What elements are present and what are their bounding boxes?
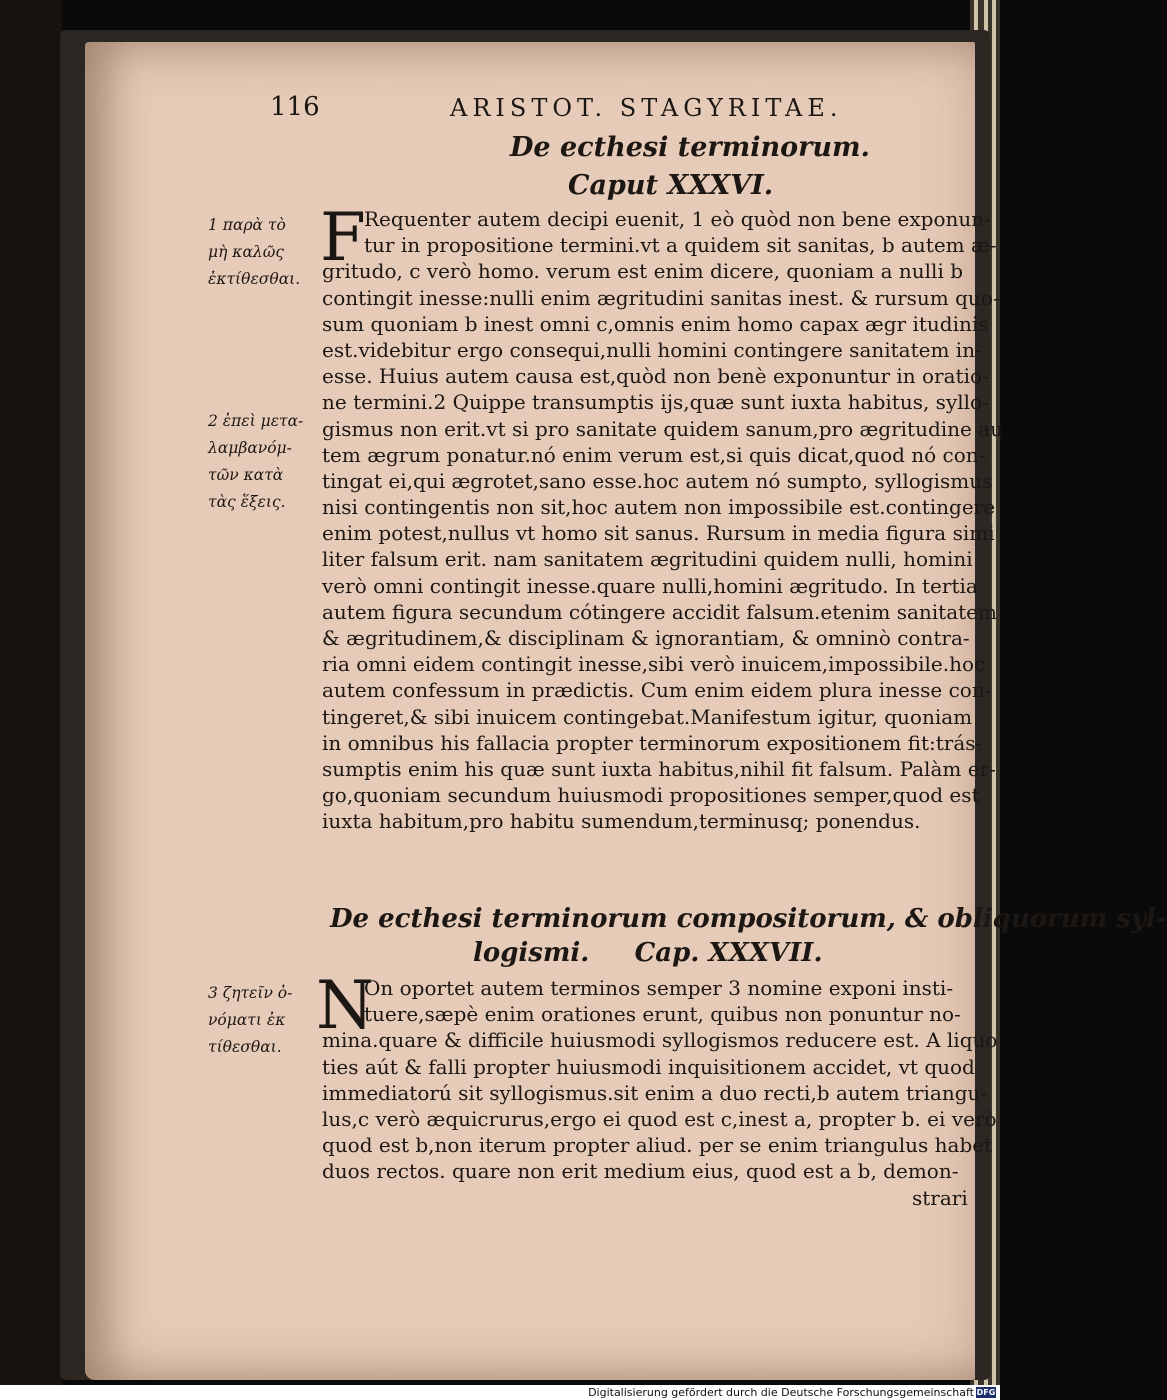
chapter-37-text: On oportet autem terminos semper 3 nomine exponi insti- tuere,sæpè enim orationes erunt, quibus non ponuntur no- mina.quare & difficile huiusmodi syllogismos reducere est. A liquo ties aút & falli propter huiusmodi inquisitionem accidet, vt quod immediatorú sit syllogismus.sit enim a duo recti,b autem triangu- lus,c verò æquicrurus,ergo ei quod est c,inest a, propter b. ei verò quod est b,non iterum propter aliud. per se enim triangulus habet duos rectos. quare non erit medium eius, quod est a b, demon- strari (322, 976, 998, 1210)
chapter-37-number: logismi. Cap. XXXVII. (473, 938, 823, 968)
digitization-footer (0, 1385, 1000, 1400)
chapter-36-text: Requenter autem decipi euenit, 1 eò quòd non bene exponun- tur in propositione termini.vt a quidem sit sanitas, b autem æ- gritudo, c verò homo. verum est enim dicere, quoniam a nulli b contingit inesse:nulli enim ægritudini sanitas inest. & rursum quo- sum quoniam b inest omni c,omnis enim homo capax ægr itudinis est.videbitur ergo consequi,nulli homini contingere sanitatem in- esse. Huius autem causa est,quòd non benè exponuntur in oratio- ne termini.2 Quippe transumptis ijs,quæ sunt iuxta habitus, syllo- gismus non erit.vt si pro sanitate quidem sanum,pro ægritudine au tem ægrum ponatur.nó enim verum est,si quis dicat,quod nó con- tingat ei,qui ægrotet,sano esse.hoc autem nó sumpto, syllogismus nisi contingentis non sit,hoc autem non impossibile est.contingere enim potest,nullus vt homo sit sanus. Rursum in media figura simi liter falsum erit. nam sanitatem ægritudini quidem nulli, homini verò omni contingit inesse.quare nulli,homini ægritudo. In tertia autem figura secundum cótingere accidit falsum.etenim sanitatem & ægritudinem,& disciplinam & ignorantiam, & omninò contra- ria omni eidem contingit inesse,sibi verò inuicem,impossibile.hoc autem confessum in prædictis. Cum enim eidem plura inesse con- tingeret,& sibi inuicem contingebat.Manifestum igitur, quoniam in omnibus his fallacia propter terminorum expositionem fit:trás- sumptis enim his quæ sunt iuxta habitus,nihil fit falsum. Palàm er- go,quoniam secundum huiusmodi propositiones semper,quod est iuxta habitum,pro habitu sumendum,terminusq; ponendus. (322, 207, 1004, 834)
chapter-37-title: De ecthesi terminorum compositorum, & obliquorum syl- (330, 904, 1167, 934)
drop-cap-n: N (316, 967, 374, 1044)
margin-note-3: 3 ζητεῖν ὀ- νόματι ἐκ τίθεσθαι. (208, 984, 293, 1056)
scan-background-left (0, 0, 62, 1400)
running-title: ARISTOT. STAGYRITAE. (450, 94, 843, 122)
chapter-36-number: Caput XXXVI. (568, 170, 774, 201)
margin-note-1: 1 παρὰ τὸ μὴ καλῶς ἐκτίθεσθαι. (208, 216, 301, 288)
dfg-logo-icon: DFG (976, 1388, 996, 1397)
page-number: 116 (270, 92, 320, 122)
footer-credit: Digitalisierung gefördert durch die Deutsche Forschungsgemeinschaft (588, 1386, 974, 1399)
chapter-36-title: De ecthesi terminorum. (510, 132, 870, 163)
running-head (0, 92, 1000, 128)
margin-note-2: 2 ἐπεὶ μετα- λαμβανόμ- τῶν κατὰ τὰς ἕξεις. (208, 412, 304, 511)
drop-cap-f: F (320, 199, 366, 276)
